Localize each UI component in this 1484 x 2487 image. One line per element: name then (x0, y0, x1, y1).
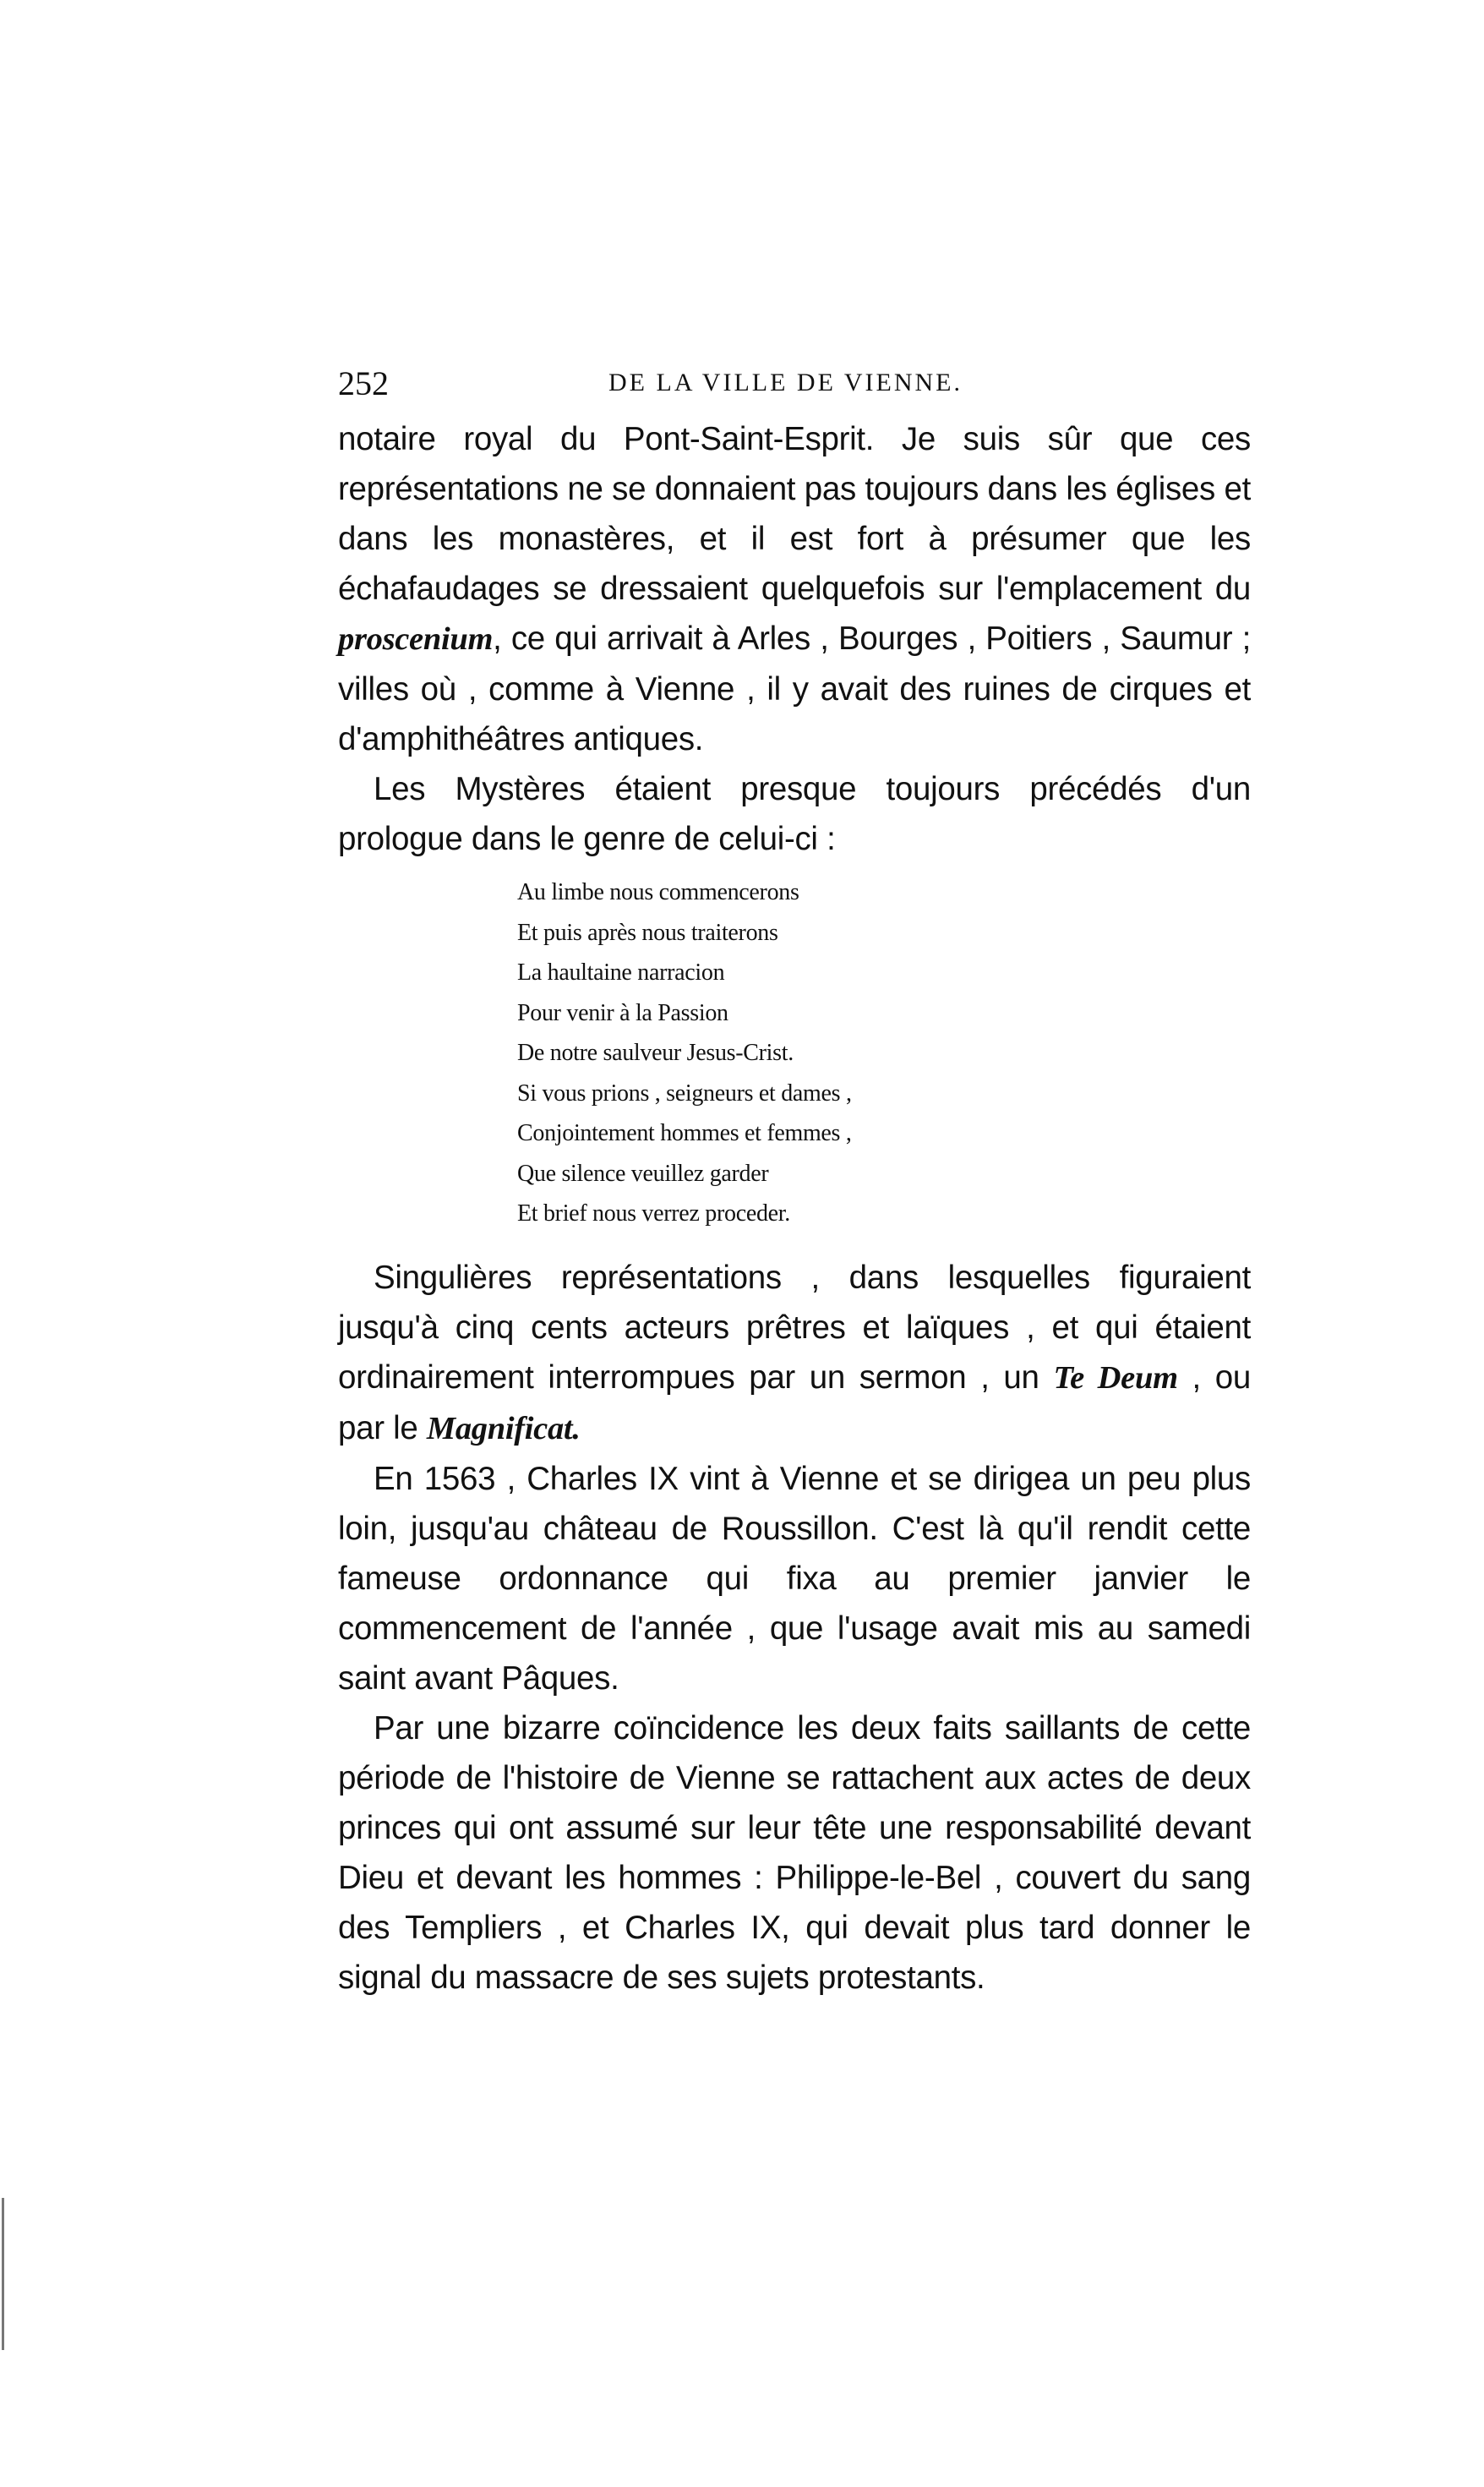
body-text (338, 414, 1251, 2003)
running-title: DE LA VILLE DE VIENNE. (608, 369, 963, 396)
paragraph-1: notaire royal du Pont-Saint-Esprit. Je suis sûr que ces représentations ne se donnaient pas toujours dans les églises et dans les monastères, et il est fort à présumer que les échafaudages se dressaient quelquefois sur l'emplacement du proscenium, ce qui arrivait à Arles , Bourges , Poitiers , Saumur ; villes où , comme à Vienne , il y avait des ruines de cirques et d'amphithéâtres antiques. (338, 421, 1251, 757)
verse-line: Au limbe nous commencerons (517, 879, 799, 905)
verse-line: Si vous prions , seigneurs et dames , (517, 1080, 852, 1107)
verse-line: Que silence veuillez garder (517, 1160, 769, 1187)
paragraph-5: Par une bizarre coïncidence les deux faits saillants de cette période de l'histoire de Vienne se rattachent aux actes de deux princes qui ont assumé sur leur tête une responsabilité devant Dieu et devant les hommes : Philippe-le-Bel , couvert du sang des Templiers , et Charles IX, qui devait plus tard donner le signal du massacre de ses sujets protestants. (338, 1709, 1251, 1996)
book-page (338, 363, 1251, 2003)
paragraph-2: Les Mystères étaient presque toujours précédés d'un prologue dans le genre de celui-ci : (338, 771, 1251, 857)
running-head (338, 363, 1251, 414)
italic-magnificat: Magnificat. (426, 1410, 581, 1446)
verse-line: La haultaine narracion (517, 959, 725, 986)
verse-line: Et brief nous verrez proceder. (517, 1200, 790, 1227)
italic-proscenium: proscenium (338, 621, 494, 657)
scan-edge-mark (2, 2198, 4, 2350)
verse-line: Et puis après nous traiterons (517, 919, 778, 946)
paragraph-4: En 1563 , Charles IX vint à Vienne et se dirigea un peu plus loin, jusqu'au château de Roussillon. C'est là qu'il rendit cette fameuse ordonnance qui fixa au premier janvier le commencement de l'année , que l'usage avait mis au samedi saint avant Pâques. (338, 1460, 1251, 1697)
verse-quote (517, 872, 1251, 1234)
verse-line: Pour venir à la Passion (517, 999, 728, 1026)
paragraph-3: Singulières représentations , dans lesquelles figuraient jusqu'à cinq cents acteurs prêtres et laïques , et qui étaient ordinairement interrompues par un sermon , un Te Deum , ou par le Magnificat. (338, 1259, 1251, 1446)
verse-line: Conjointement hommes et femmes , (517, 1120, 852, 1146)
page-number: 252 (338, 364, 389, 402)
italic-te-deum: Te Deum (1053, 1359, 1178, 1396)
verse-line: De notre saulveur Jesus-Crist. (517, 1040, 794, 1066)
